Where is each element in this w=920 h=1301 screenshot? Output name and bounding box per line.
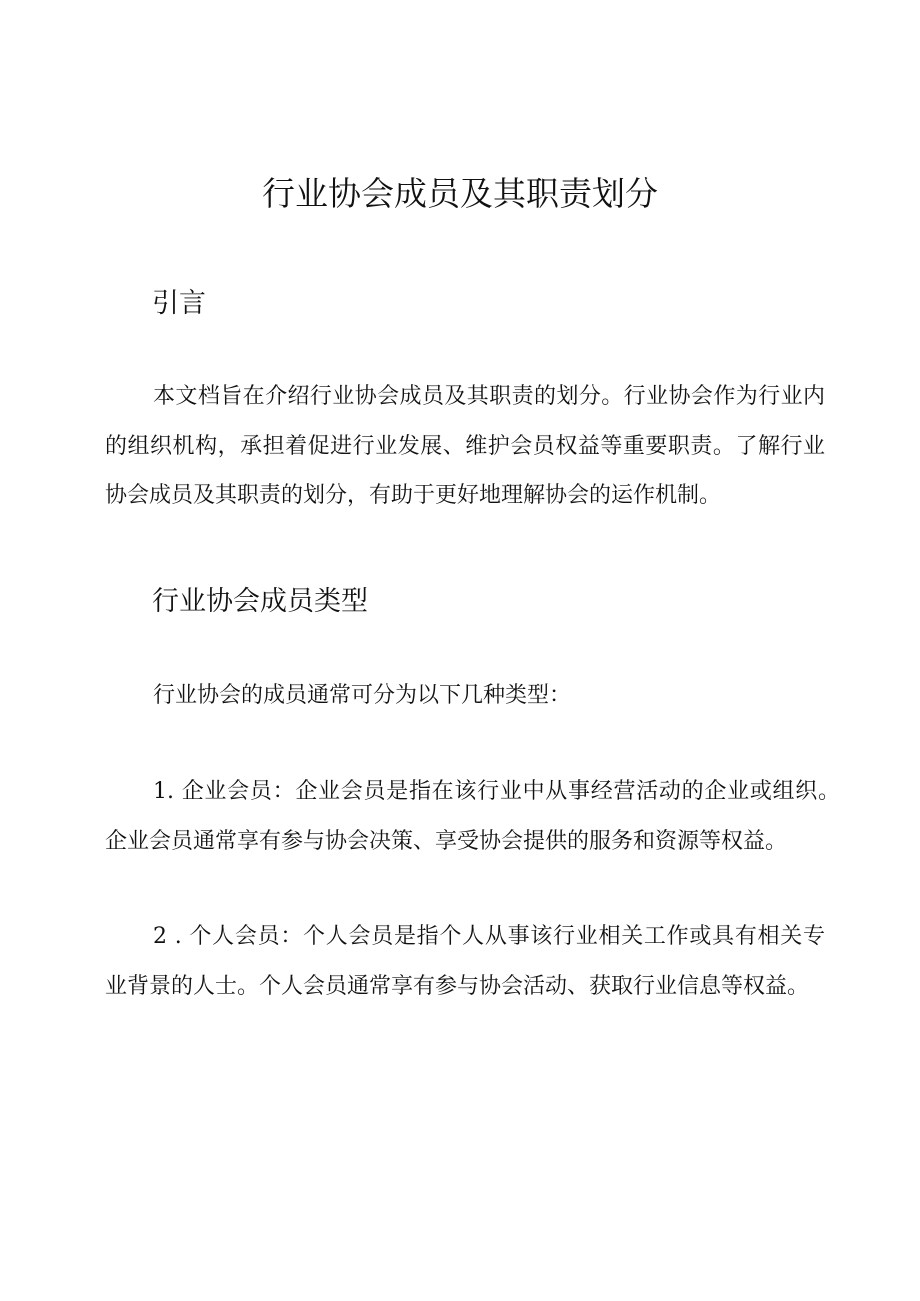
member-types-intro-paragraph: 行业协会的成员通常可分为以下几种类型： xyxy=(153,683,572,708)
section-heading-introduction: 引言 xyxy=(152,288,206,319)
enterprise-member-paragraph: 1. 企业会员：企业会员是指在该行业中从事经营活动的企业或组织。企业会员通常享有参与协会决策、享受协会提供的服务和资源等权益。 xyxy=(105,779,840,854)
section-heading-member-types: 行业协会成员类型 xyxy=(152,586,368,617)
document-title: 行业协会成员及其职责划分 xyxy=(262,174,658,213)
introduction-paragraph: 本文档旨在介绍行业协会成员及其职责的划分。行业协会作为行业内的组织机构，承担着促进行业发展、维护会员权益等重要职责。了解行业协会成员及其职责的划分，有助于更好地理解协会的运作机制。 xyxy=(105,384,825,508)
individual-member-paragraph: 2 . 个人会员：个人会员是指个人从事该行业相关工作或具有相关专业背景的人士。个人会员通常享有参与协会活动、获取行业信息等权益。 xyxy=(105,924,825,999)
